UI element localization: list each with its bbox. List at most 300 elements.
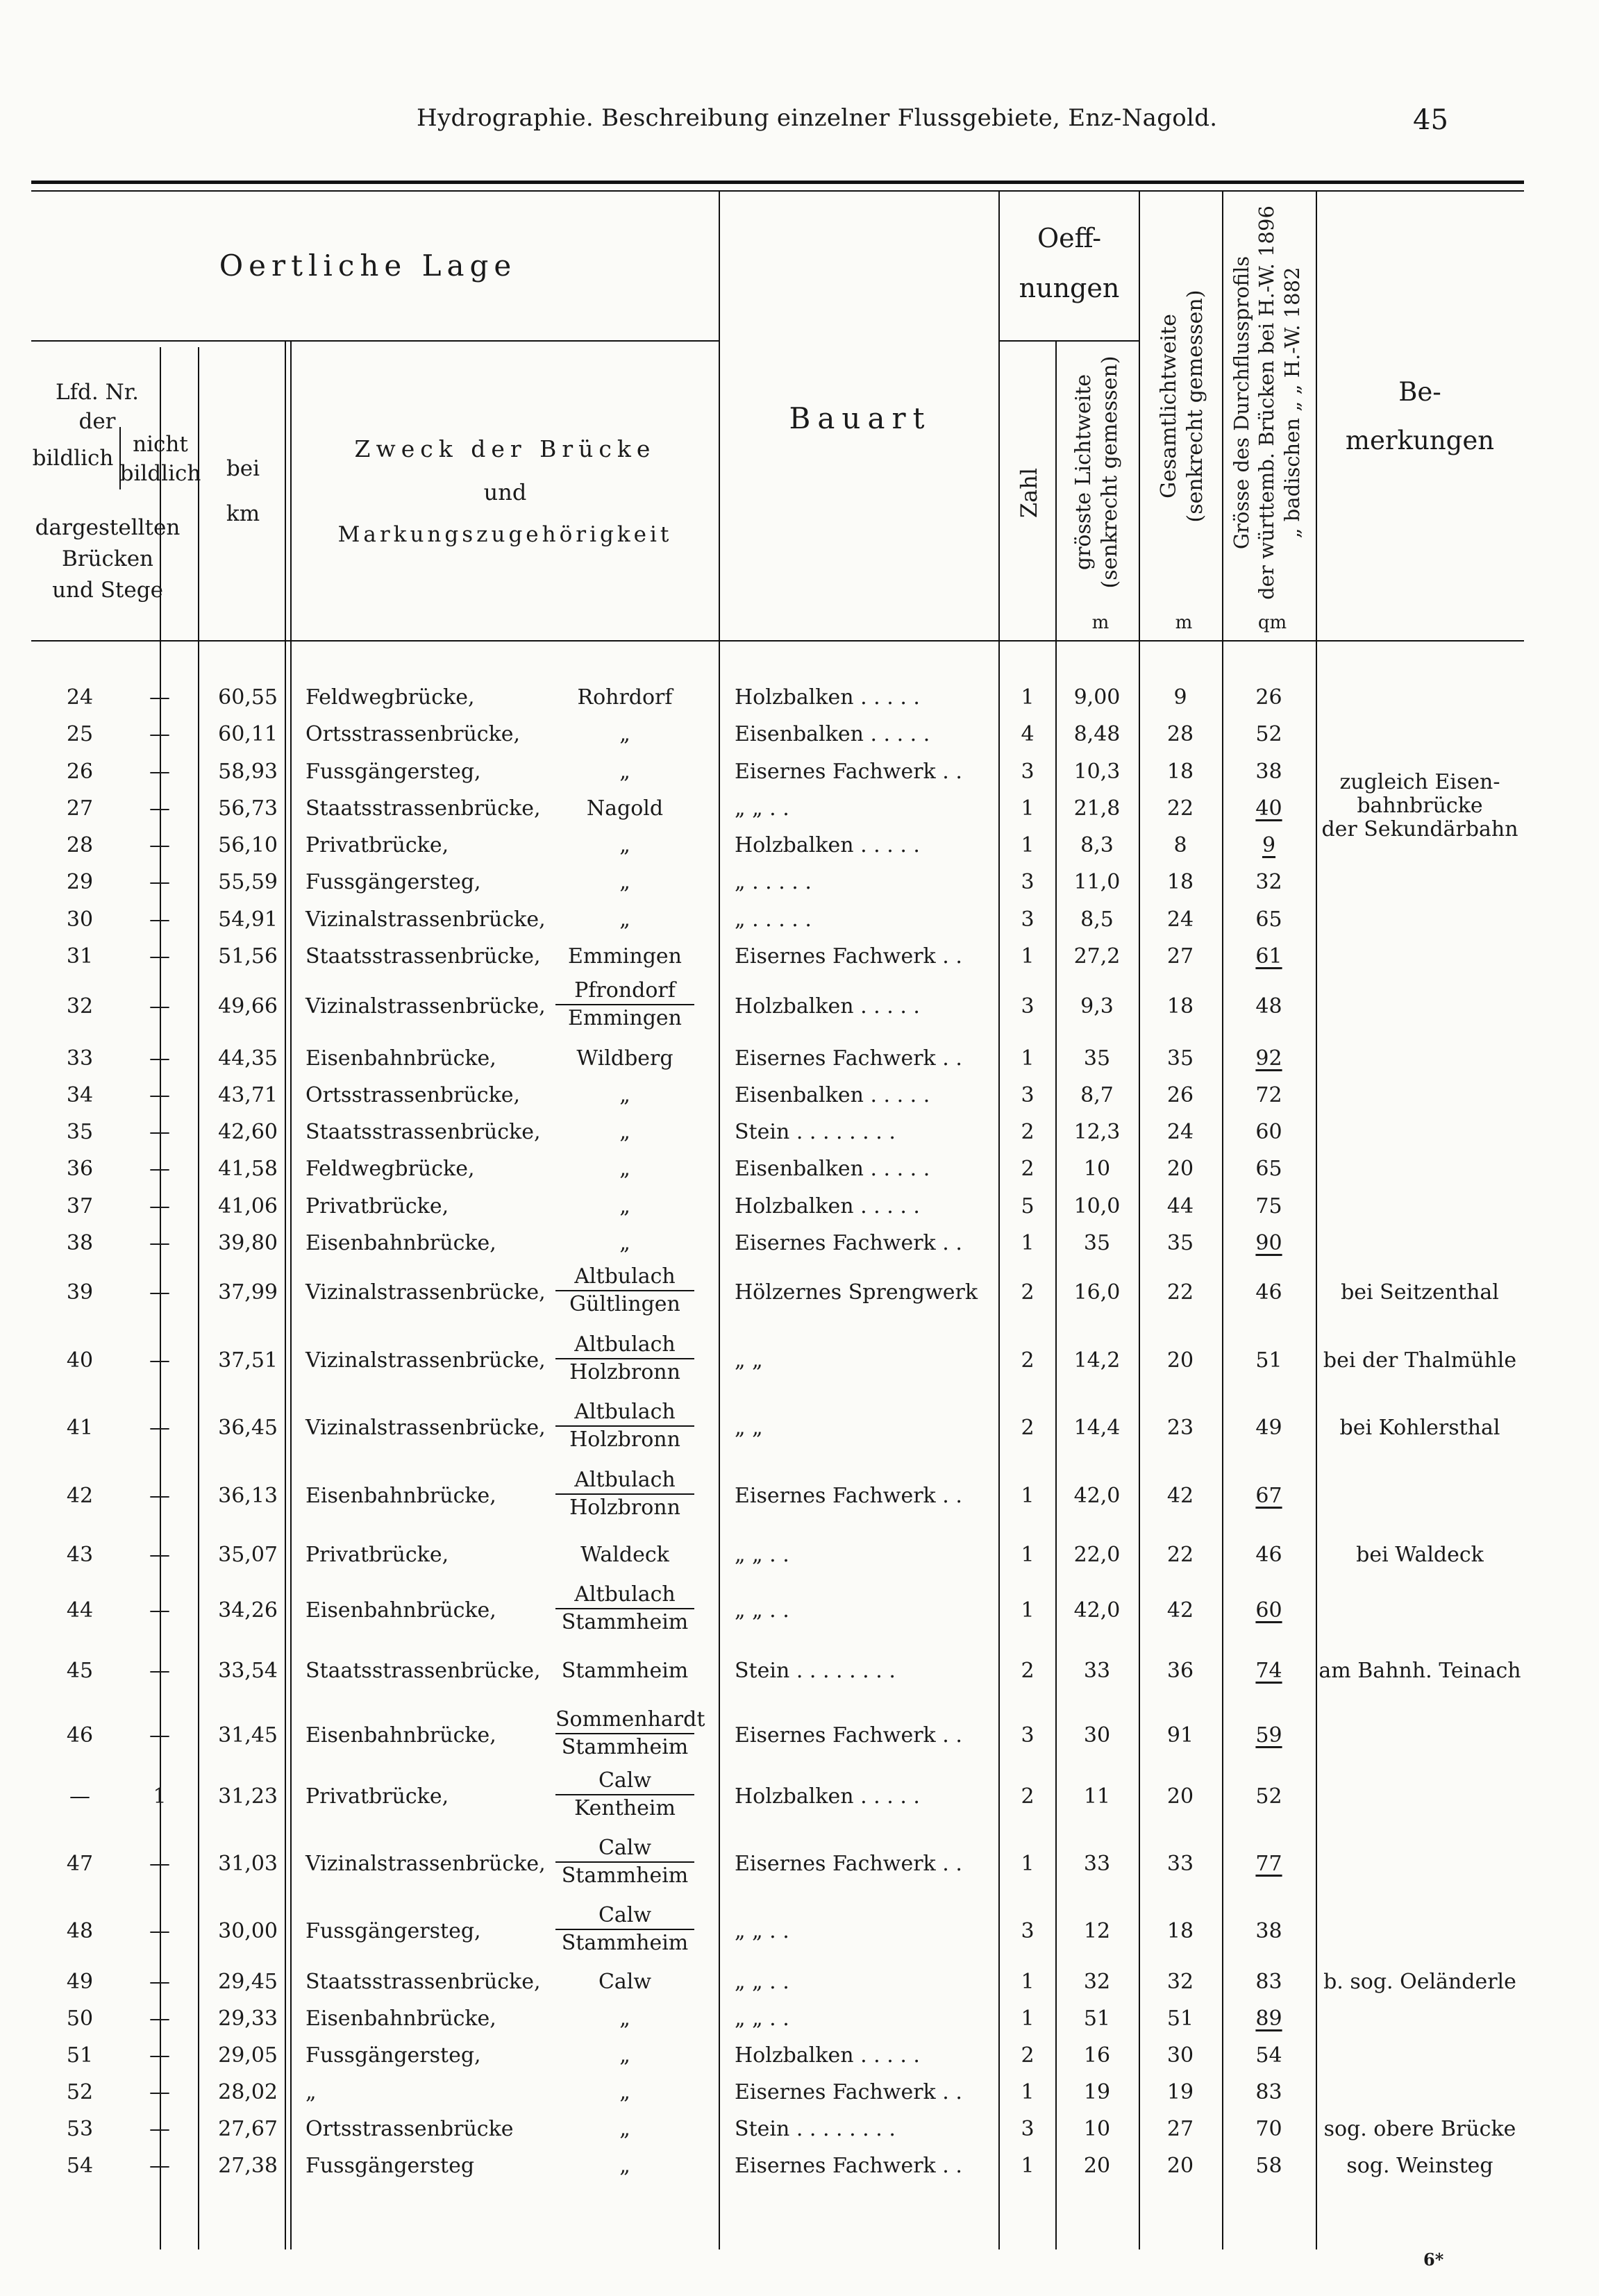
row-gesamtlichtweite: 91 [1166,1723,1194,1748]
row-gesamtlichtweite: 30 [1166,2043,1194,2068]
col-divider [290,340,292,2249]
row-zweck: Fussgängersteg, [305,870,481,894]
row-bauart: Holzbalken . . . . . [735,1784,920,1809]
row-zahl: 4 [1021,722,1035,746]
row-groesste-lichtweite: 21,8 [1073,796,1121,821]
header-nicht: nicht [133,432,188,457]
row-km: 41,58 [218,1157,278,1181]
row-gesamtlichtweite: 24 [1166,907,1194,932]
row-groesste-lichtweite: 10,3 [1073,760,1121,784]
row-nr: 54 [66,2154,94,2178]
row-bauart: „ „ . . [735,1598,789,1623]
row-durchflussprofil: 65 [1255,907,1282,932]
row-groesste-lichtweite: 32 [1083,1970,1111,1994]
header-gesamt-lw-line1: Gesamtlichtweite [1157,314,1181,498]
row-nr: 24 [66,685,94,710]
row-zahl: 1 [1021,1046,1035,1071]
row-zweck: Staatsstrassenbrücke, [305,944,541,969]
row-nr: 52 [66,2080,94,2104]
row-zahl: 3 [1021,994,1035,1019]
row-nr: 34 [66,1083,94,1107]
row-markung-fraction [555,1467,694,1521]
header-markung: Markungszugehörigkeit [337,522,673,547]
row-nr: 38 [66,1231,94,1255]
row-nicht-bildlich: — [149,1157,170,1181]
signature-mark: 6* [1423,2249,1444,2270]
header-gesamtlichtweite [1156,285,1208,528]
row-nicht-bildlich: — [149,1598,170,1623]
row-nr: 35 [66,1120,94,1144]
row-bemerkung: bei Kohlersthal [1339,1416,1500,1440]
row-nicht-bildlich: — [149,685,170,710]
row-durchflussprofil: 75 [1255,1194,1282,1218]
unit-m-groesste: m [1091,612,1110,633]
row-zweck: Fussgängersteg, [305,760,481,784]
row-zweck: Vizinalstrassenbrücke, [305,907,546,932]
row-markung-fraction [555,1264,694,1318]
row-nicht-bildlich: — [149,1194,170,1218]
row-zahl: 1 [1021,833,1035,857]
row-bauart: Hölzernes Sprengwerk [735,1280,978,1305]
row-km: 36,13 [218,1484,278,1508]
row-zweck: Vizinalstrassenbrücke, [305,1348,546,1373]
row-nr: 36 [66,1157,94,1181]
row-zweck: Vizinalstrassenbrücke, [305,994,546,1019]
row-bauart: „ . . . . . [735,907,812,932]
row-groesste-lichtweite: 22,0 [1073,1543,1121,1567]
row-nr: 51 [66,2043,94,2068]
row-durchflussprofil: 46 [1255,1543,1282,1567]
row-durchflussprofil: 65 [1255,1157,1282,1181]
row-markung: Nagold [586,796,664,821]
header-groesste-lichtweite [1071,347,1123,597]
row-bemerkung: bei der Thalmühle [1323,1348,1517,1373]
header-subrule [31,340,719,342]
row-groesste-lichtweite: 27,2 [1073,944,1121,969]
header-bei: bei [226,456,260,481]
row-nicht-bildlich: — [149,1120,170,1144]
row-zahl: 1 [1021,2154,1035,2178]
row-nicht-bildlich: — [149,1659,170,1683]
row-durchflussprofil: 38 [1255,1919,1282,1943]
row-zahl: 2 [1021,1120,1035,1144]
row-zahl: 2 [1021,1157,1035,1181]
row-bauart: Eisernes Fachwerk . . [735,1723,962,1748]
row-gesamtlichtweite: 18 [1166,994,1194,1019]
row-durchflussprofil: 32 [1255,870,1282,894]
row-km: 31,45 [218,1723,278,1748]
row-gesamtlichtweite: 22 [1166,1543,1194,1567]
row-nicht-bildlich: 1 [153,1784,167,1809]
header-durchfluss-line1: Grösse des Durchflussprofils [1230,255,1253,550]
row-markung: „ [619,2006,630,2031]
row-km: 27,38 [218,2154,278,2178]
row-gesamtlichtweite: 20 [1166,1348,1194,1373]
row-bauart: Eisenbalken . . . . . [735,722,930,746]
row-durchflussprofil: 54 [1255,2043,1282,2068]
row-bauart: Eisernes Fachwerk . . [735,1046,962,1071]
row-km: 37,51 [218,1348,278,1373]
row-bauart: „ „ . . [735,796,789,821]
row-durchflussprofil: 48 [1255,994,1282,1019]
row-durchflussprofil: 40 [1255,796,1282,821]
row-markung-upper: Calw [598,1903,652,1927]
row-zahl: 1 [1021,1598,1035,1623]
row-markung: Calw [598,1970,652,1994]
row-durchflussprofil: 49 [1255,1416,1282,1440]
row-durchflussprofil: 52 [1255,1784,1282,1809]
row-markung-fraction [555,1332,694,1386]
row-bauart: „ „ . . [735,1543,789,1567]
row-km: 51,56 [218,944,278,969]
row-gesamtlichtweite: 28 [1166,722,1194,746]
row-zweck: Vizinalstrassenbrücke, [305,1852,546,1876]
row-groesste-lichtweite: 42,0 [1073,1598,1121,1623]
row-zweck: Privatbrücke, [305,1194,449,1218]
header-dargestellten: dargestellten [35,515,181,540]
row-groesste-lichtweite: 51 [1083,2006,1111,2031]
row-bauart: Holzbalken . . . . . [735,2043,920,2068]
row-groesste-lichtweite: 35 [1083,1046,1111,1071]
row-markung-fraction [555,1399,694,1453]
row-gesamtlichtweite: 35 [1166,1046,1194,1071]
row-markung-upper: Pfrondorf [574,978,676,1003]
row-gesamtlichtweite: 22 [1166,796,1194,821]
row-durchflussprofil: 90 [1255,1231,1282,1255]
row-gesamtlichtweite: 35 [1166,1231,1194,1255]
row-nr: 33 [66,1046,94,1071]
row-zweck: Privatbrücke, [305,1543,449,1567]
header-durchflussprofil [1229,194,1305,611]
row-durchflussprofil: 89 [1255,2006,1282,2031]
header-nungen: nungen [1019,273,1120,303]
row-km: 34,26 [218,1598,278,1623]
row-markung: Wildberg [576,1046,673,1071]
row-zahl: 1 [1021,796,1035,821]
row-zweck: Fussgängersteg [305,2154,475,2178]
row-km: 36,45 [218,1416,278,1440]
row-nr: 41 [66,1416,94,1440]
row-km: 33,54 [218,1659,278,1683]
row-markung: „ [619,1120,630,1144]
row-markung: „ [619,870,630,894]
row-km: 49,66 [218,994,278,1019]
header-bildlich: bildlich [32,446,114,471]
row-markung: „ [619,833,630,857]
remark-line: bahnbrücke [1357,794,1483,818]
row-groesste-lichtweite: 8,48 [1073,722,1121,746]
row-markung-upper: Calw [598,1768,652,1793]
row-markung-fraction [555,1707,705,1761]
header-groesste-lw-line2: (senkrecht gemessen) [1097,355,1122,589]
row-markung: „ [619,2154,630,2178]
row-durchflussprofil: 77 [1255,1852,1282,1876]
header-km: km [226,501,260,526]
row-markung-upper: Altbulach [574,1468,676,1492]
header-bottom-rule [31,640,1524,642]
row-gesamtlichtweite: 33 [1166,1852,1194,1876]
row-groesste-lichtweite: 42,0 [1073,1484,1121,1508]
row-bauart: Holzbalken . . . . . [735,994,920,1019]
row-markung-upper: Altbulach [574,1264,676,1289]
row-bauart: „ „ [735,1348,763,1373]
row-bauart: „ „ . . [735,2006,789,2031]
row-nr: 27 [66,796,94,821]
row-zweck: Feldwegbrücke, [305,1157,475,1181]
row-bauart: „ „ . . [735,1919,789,1943]
row-nicht-bildlich: — [149,760,170,784]
row-nr: 26 [66,760,94,784]
row-bemerkung: b. sog. Oeländerle [1323,1970,1516,1994]
row-gesamtlichtweite: 18 [1166,1919,1194,1943]
row-gesamtlichtweite: 42 [1166,1484,1194,1508]
row-markung: „ [619,760,630,784]
row-zahl: 2 [1021,1348,1035,1373]
row-gesamtlichtweite: 27 [1166,2117,1194,2141]
row-km: 29,05 [218,2043,278,2068]
row-nr: 43 [66,1543,94,1567]
row-bauart: Eisernes Fachwerk . . [735,1231,962,1255]
row-zahl: 2 [1021,2043,1035,2068]
row-nicht-bildlich: — [149,796,170,821]
row-zahl: 1 [1021,685,1035,710]
row-groesste-lichtweite: 33 [1083,1852,1111,1876]
row-durchflussprofil: 83 [1255,2080,1282,2104]
row-zweck: Fussgängersteg, [305,2043,481,2068]
row-markung-upper: Sommenhardt [555,1707,705,1732]
row-nicht-bildlich: — [149,994,170,1019]
row-km: 44,35 [218,1046,278,1071]
row-km: 60,55 [218,685,278,710]
row-durchflussprofil: 52 [1255,722,1282,746]
row-gesamtlichtweite: 36 [1166,1659,1194,1683]
row-bemerkung: am Bahnh. Teinach [1318,1659,1521,1683]
row-groesste-lichtweite: 10,0 [1073,1194,1121,1218]
row-markung: „ [619,722,630,746]
row-bauart: Stein . . . . . . . . [735,2117,896,2141]
row-zahl: 3 [1021,1919,1035,1943]
row-km: 56,10 [218,833,278,857]
row-groesste-lichtweite: 9,00 [1073,685,1121,710]
row-markung-lower: Holzbronn [555,1425,694,1453]
row-zweck: Eisenbahnbrücke, [305,1723,496,1748]
row-gesamtlichtweite: 20 [1166,1157,1194,1181]
row-zweck: Staatsstrassenbrücke, [305,796,541,821]
row-km: 27,67 [218,2117,278,2141]
row-markung: Stammheim [561,1659,689,1683]
row-markung-lower: Stammheim [555,1733,694,1761]
row-groesste-lichtweite: 14,4 [1073,1416,1121,1440]
page-number: 45 [1413,104,1448,136]
row-nr: 48 [66,1919,94,1943]
row-groesste-lichtweite: 9,3 [1080,994,1114,1019]
row-km: 43,71 [218,1083,278,1107]
row-markung: „ [619,1231,630,1255]
row-gesamtlichtweite: 44 [1166,1194,1194,1218]
row-durchflussprofil: 74 [1255,1659,1282,1683]
row-nr: 30 [66,907,94,932]
row-gesamtlichtweite: 22 [1166,1280,1194,1305]
row-groesste-lichtweite: 14,2 [1073,1348,1121,1373]
row-markung-upper: Altbulach [574,1400,676,1424]
row-nr: 25 [66,722,94,746]
row-gesamtlichtweite: 51 [1166,2006,1194,2031]
row-markung: „ [619,1194,630,1218]
row-markung-lower: Holzbronn [555,1493,694,1521]
row-bauart: Holzbalken . . . . . [735,1194,920,1218]
header-gesamt-lw-line2: (senkrecht gemessen) [1182,290,1207,523]
row-zweck: Staatsstrassenbrücke, [305,1659,541,1683]
header-lfd-nr: Lfd. Nr. der [55,380,139,434]
unit-qm: qm [1257,612,1287,633]
row-markung-upper: Altbulach [574,1582,676,1607]
row-markung-lower: Emmingen [555,1004,694,1032]
row-groesste-lichtweite: 8,7 [1080,1083,1114,1107]
row-nicht-bildlich: — [149,1046,170,1071]
row-durchflussprofil: 9 [1262,833,1276,857]
row-gesamtlichtweite: 42 [1166,1598,1194,1623]
row-markung-fraction [555,1835,694,1889]
row-markung: „ [619,2117,630,2141]
row-gesamtlichtweite: 32 [1166,1970,1194,1994]
row-zahl: 2 [1021,1416,1035,1440]
row-zweck: Fussgängersteg, [305,1919,481,1943]
row-durchflussprofil: 51 [1255,1348,1282,1373]
row-zahl: 1 [1021,1543,1035,1567]
row-nicht-bildlich: — [149,833,170,857]
row-nicht-bildlich: — [149,2117,170,2141]
header-durchfluss-line2: der württemb. Brücken bei H.-W. 1896 [1255,206,1279,600]
row-zahl: 1 [1021,1970,1035,1994]
row-durchflussprofil: 59 [1255,1723,1282,1748]
row-markung-lower: Holzbronn [555,1358,694,1386]
row-groesste-lichtweite: 11,0 [1073,870,1121,894]
row-nicht-bildlich: — [149,1970,170,1994]
row-markung-lower: Stammheim [555,1608,694,1636]
row-zahl: 3 [1021,2117,1035,2141]
row-bauart: Eisernes Fachwerk . . [735,760,962,784]
col-divider [719,192,720,2249]
row-groesste-lichtweite: 12 [1083,1919,1111,1943]
row-zahl: 3 [1021,907,1035,932]
row-nicht-bildlich: — [149,1484,170,1508]
row-km: 56,73 [218,796,278,821]
row-markung-lower: Gültlingen [555,1290,694,1318]
row-zahl: 1 [1021,2080,1035,2104]
header-bauart: Bauart [789,401,932,435]
row-km: 41,06 [218,1194,278,1218]
row-zahl: 3 [1021,870,1035,894]
row-km: 29,45 [218,1970,278,1994]
row-gesamtlichtweite: 19 [1166,2080,1194,2104]
row-nr: 44 [66,1598,94,1623]
row-groesste-lichtweite: 12,3 [1073,1120,1121,1144]
row-bauart: „ „ . . [735,1970,789,1994]
row-nr: 49 [66,1970,94,1994]
row-groesste-lichtweite: 11 [1083,1784,1111,1809]
row-bauart: „ . . . . . [735,870,812,894]
header-und: und [483,479,527,505]
row-zahl: 1 [1021,2006,1035,2031]
row-nicht-bildlich: — [149,2154,170,2178]
row-groesste-lichtweite: 16,0 [1073,1280,1121,1305]
row-km: 35,07 [218,1543,278,1567]
row-km: 31,23 [218,1784,278,1809]
row-nr: 32 [66,994,94,1019]
row-zweck: Eisenbahnbrücke, [305,1046,496,1071]
row-km: 42,60 [218,1120,278,1144]
row-gesamtlichtweite: 20 [1166,2154,1194,2178]
row-km: 31,03 [218,1852,278,1876]
row-bauart: Eisernes Fachwerk . . [735,2080,962,2104]
row-markung-upper: Calw [598,1836,652,1860]
row-nicht-bildlich: — [149,1083,170,1107]
row-markung-fraction [555,978,694,1032]
row-durchflussprofil: 67 [1255,1484,1282,1508]
row-durchflussprofil: 38 [1255,760,1282,784]
top-rule-thin [31,190,1524,192]
row-nicht-bildlich: — [149,722,170,746]
row-bauart: Stein . . . . . . . . [735,1659,896,1683]
row-bauart: Eisernes Fachwerk . . [735,1484,962,1508]
row-groesste-lichtweite: 19 [1083,2080,1111,2104]
row-zweck: Privatbrücke, [305,1784,449,1809]
header-be: Be- [1398,377,1441,407]
header-subrule [998,340,1139,342]
row-zweck: Ortsstrassenbrücke, [305,722,521,746]
row-durchflussprofil: 61 [1255,944,1282,969]
row-nr: 40 [66,1348,94,1373]
row-zahl: 1 [1021,1231,1035,1255]
row-km: 54,91 [218,907,278,932]
header-und-stege: und Stege [52,578,163,603]
row-gesamtlichtweite: 8 [1173,833,1187,857]
row-durchflussprofil: 60 [1255,1598,1282,1623]
row-markung-lower: Stammheim [555,1929,694,1956]
row-nicht-bildlich: — [149,1852,170,1876]
row-bemerkung: sog. Weinsteg [1346,2154,1493,2178]
row-zahl: 1 [1021,1484,1035,1508]
row-zweck: Eisenbahnbrücke, [305,1598,496,1623]
col-divider [1316,192,1317,2249]
header-merkungen: merkungen [1345,426,1495,455]
row-nr: 39 [66,1280,94,1305]
row-nr: 46 [66,1723,94,1748]
row-groesste-lichtweite: 10 [1083,2117,1111,2141]
row-nicht-bildlich: — [149,1231,170,1255]
row-nicht-bildlich: — [149,2043,170,2068]
row-gesamtlichtweite: 23 [1166,1416,1194,1440]
row-durchflussprofil: 83 [1255,1970,1282,1994]
row-groesste-lichtweite: 8,5 [1080,907,1114,932]
row-zahl: 3 [1021,760,1035,784]
row-durchflussprofil: 72 [1255,1083,1282,1107]
row-markung: „ [619,907,630,932]
header-durchfluss-line3: „ badischen „ „ H.-W. 1882 [1280,267,1304,539]
row-nicht-bildlich: — [149,2006,170,2031]
row-durchflussprofil: 70 [1255,2117,1282,2141]
row-zahl: 1 [1021,1852,1035,1876]
row-zweck: Vizinalstrassenbrücke, [305,1280,546,1305]
row-gesamtlichtweite: 18 [1166,760,1194,784]
row-markung-upper: Altbulach [574,1332,676,1357]
row-bauart: Stein . . . . . . . . [735,1120,896,1144]
row-groesste-lichtweite: 20 [1083,2154,1111,2178]
row-markung: „ [619,2080,630,2104]
row-bauart: Eisernes Fachwerk . . [735,2154,962,2178]
row-zweck: Staatsstrassenbrücke, [305,1970,541,1994]
header-oeff: Oeff- [1037,223,1102,253]
